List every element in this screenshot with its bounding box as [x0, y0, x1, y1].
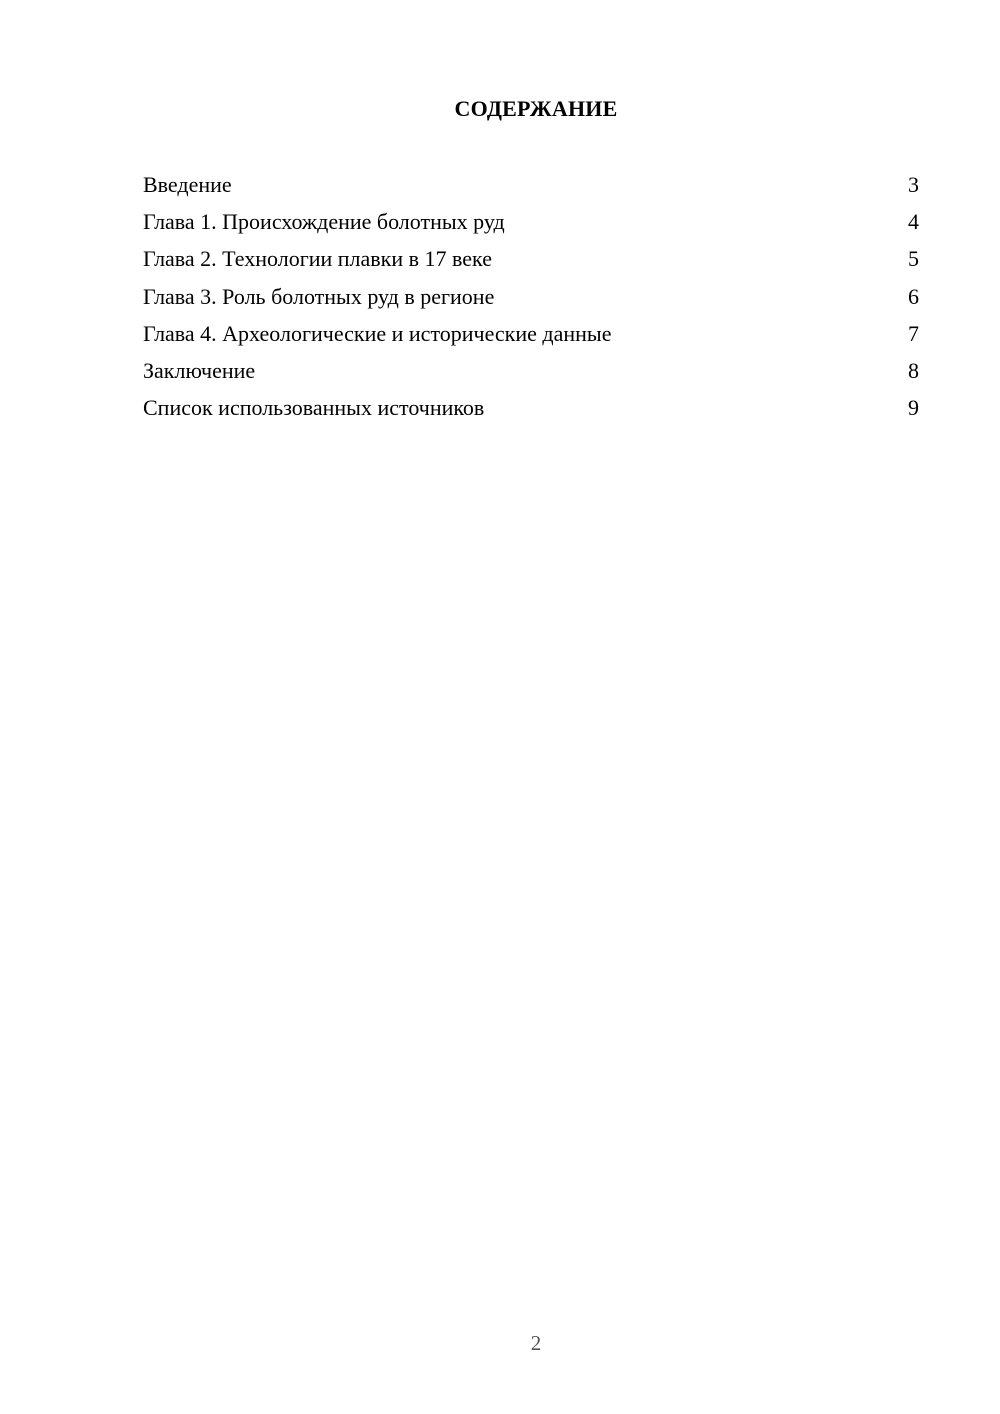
toc-entry-label: Глава 3. Роль болотных руд в регионе: [143, 283, 495, 309]
toc-entry-label: Введение: [143, 172, 232, 197]
toc-entry-label: Глава 2. Технологии плавки в 17 веке: [143, 246, 492, 272]
toc-entry-label: Глава 4. Археологические и исторические данные: [143, 320, 612, 346]
toc-entry-page: 5: [908, 246, 919, 272]
toc-entry-chapter-4[interactable]: [143, 317, 919, 354]
toc-entry-introduction[interactable]: [143, 168, 919, 205]
toc-entry-label: Глава 1. Происхождение болотных руд: [143, 209, 505, 235]
toc-entry-references[interactable]: [143, 391, 919, 428]
toc-entry-chapter-1[interactable]: [143, 205, 919, 242]
toc-entry-page: 7: [908, 320, 919, 346]
toc-entry-page: 4: [908, 209, 919, 235]
toc-title: СОДЕРЖАНИЕ: [454, 96, 618, 121]
toc-entry-chapter-3[interactable]: [143, 280, 919, 317]
page-number: 2: [530, 1331, 542, 1355]
toc-entry-label: Заключение: [143, 357, 256, 383]
toc-entry-label: Список использованных источников: [143, 395, 485, 421]
toc-entry-chapter-2[interactable]: [143, 242, 919, 279]
toc-entry-page: 3: [908, 172, 919, 197]
toc-list: [143, 168, 919, 428]
toc-entry-page: 9: [908, 395, 919, 421]
toc-entry-conclusion[interactable]: [143, 354, 919, 391]
toc-entry-page: 8: [908, 357, 919, 383]
toc-entry-page: 6: [908, 283, 919, 309]
